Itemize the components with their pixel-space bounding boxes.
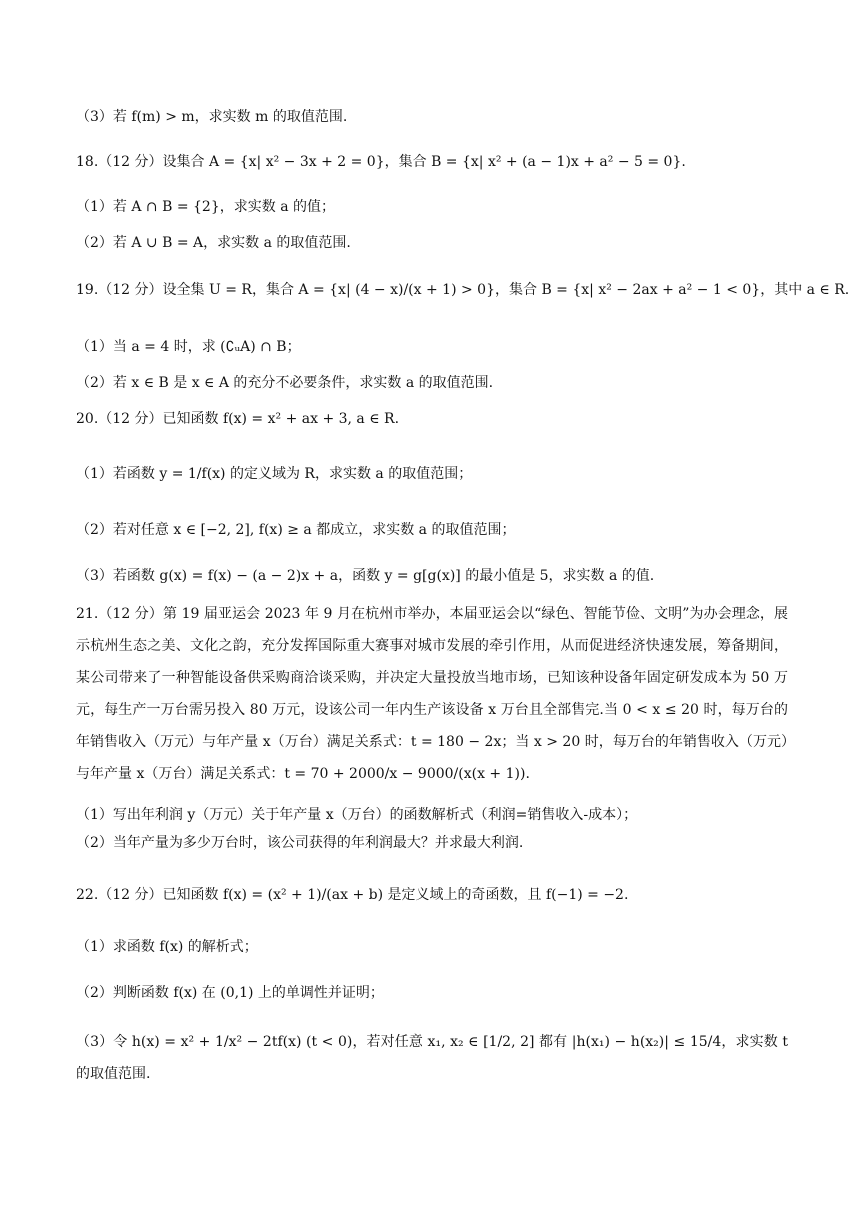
q20-stem: 20.（12 分）已知函数 f(x) = x² + ax + 3, a ∈ R.: [76, 411, 400, 427]
q21-part2: （2）当年产量为多少万台时，该公司获得的年利润最大？并求最大利润.: [76, 835, 524, 851]
q20-part3: （3）若函数 g(x) = f(x) − (a − 2)x + a，函数 y = g[g(x)] 的最小值是 5，求实数 a 的值.: [76, 568, 655, 584]
q22-part1: （1）求函数 f(x) 的解析式；: [76, 939, 258, 955]
q17-part3: （3）若 f(m) > m，求实数 m 的取值范围.: [76, 109, 348, 125]
q18-stem: 18.（12 分）设集合 A = {x| x² − 3x + 2 = 0}，集合 B = {x| x² + (a − 1)x + a² − 5 = 0}.: [76, 154, 686, 170]
q21-part1: （1）写出年利润 y（万元）关于年产量 x（万台）的函数解析式（利润=销售收入-成本）；: [76, 807, 638, 823]
q20-part2: （2）若对任意 x ∈ [−2, 2], f(x) ≥ a 都成立，求实数 a 的取值范围；: [76, 522, 516, 538]
q22-stem: 22.（12 分）已知函数 f(x) = (x² + 1)/(ax + b) 是定义域上的奇函数，且 f(−1) = −2.: [76, 887, 629, 903]
q19-part2: （2）若 x ∈ B 是 x ∈ A 的充分不必要条件，求实数 a 的取值范围.: [76, 375, 494, 391]
q19-part1: （1）当 a = 4 时，求 (∁ᵤA) ∩ B；: [76, 339, 301, 355]
q21-stem: 21.（12 分）第 19 届亚运会 2023 年 9 月在杭州市举办，本届亚运会以“绿色、智能节俭、文明”为办会理念，展示杭州生态之美、文化之韵，充分发挥国际重大赛事对城市发展的牵引作用，从而促进经济快速发展，筹备期间，某公司带来了一种智能设备供采购商洽谈采购，并决定大量投放当地市场，已知该种设备年固定研发成本为 50 万元，每生产一万台需另投入 80 万元，设该公司一年内生产该设备 x 万台且全部售完.当 0 < x ≤ 20 时，每万台的年销售收入（万元）与年产量 x（万台）满足关系式：t = 180 − 2x；当 x > 20 时，每万台的年销售收入（万元）与年产量 x（万台）满足关系式：t = 70 + 2000/x − 9000/(x(x + 1)).: [76, 606, 788, 782]
q22-part3: （3）令 h(x) = x² + 1/x² − 2tf(x) (t < 0)，若对任意 x₁, x₂ ∈ [1/2, 2] 都有 |h(x₁) − h(x₂)| ≤ 15/4，求实数 t 的取值范围.: [76, 1034, 788, 1082]
q18-part2: （2）若 A ∪ B = A，求实数 a 的取值范围.: [76, 235, 351, 251]
q19-stem: 19.（12 分）设全集 U = R，集合 A = {x| (4 − x)/(x + 1) > 0}，集合 B = {x| x² − 2ax + a² − 1 < 0}，其中 a ∈ R.: [76, 282, 850, 298]
q18-part1: （1）若 A ∩ B = {2}，求实数 a 的值；: [76, 199, 335, 215]
q20-part1: （1）若函数 y = 1/f(x) 的定义域为 R，求实数 a 的取值范围；: [76, 466, 473, 482]
q22-part2: （2）判断函数 f(x) 在 (0,1) 上的单调性并证明；: [76, 985, 384, 1001]
